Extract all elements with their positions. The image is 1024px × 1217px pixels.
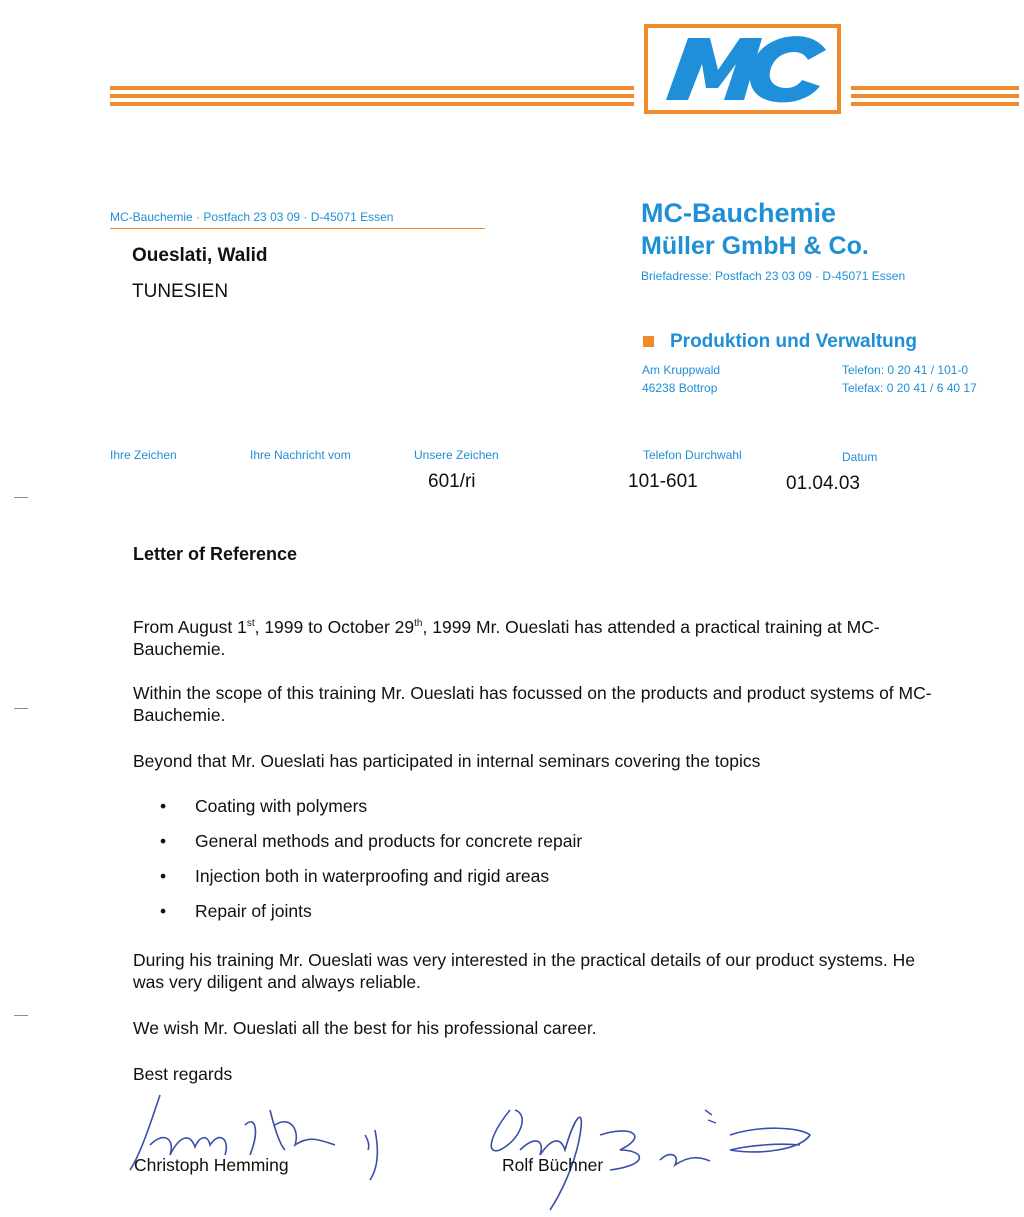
datum-label: Datum xyxy=(842,450,878,464)
recipient-name: Oueslati, Walid xyxy=(132,245,268,266)
datum-value: 01.04.03 xyxy=(786,473,860,494)
bullet-icon: • xyxy=(160,796,167,816)
street-address xyxy=(642,361,720,397)
p1-part-b: , 1999 to October 29 xyxy=(254,616,415,637)
topic-text: Coating with polymers xyxy=(195,796,368,816)
mc-logo xyxy=(644,24,841,114)
topic-text: General methods and products for concrete repair xyxy=(195,831,583,851)
fax-number: Telefax: 0 20 41 / 6 40 17 xyxy=(842,381,977,395)
city: 46238 Bottrop xyxy=(642,381,718,395)
unsere-zeichen-label: Unsere Zeichen xyxy=(414,448,499,462)
recipient-country: TUNESIEN xyxy=(132,281,229,302)
p1-part-a: From August 1 xyxy=(133,616,247,637)
phone-number: Telefon: 0 20 41 / 101-0 xyxy=(842,363,969,377)
contact-numbers xyxy=(842,361,977,397)
p1-part-c: , 1999 Mr. Oueslati has attended a practical training at MC-Bauchemie. xyxy=(133,616,880,659)
list-item xyxy=(160,796,582,831)
header-stripes-left xyxy=(110,86,634,112)
mc-logo-mark xyxy=(648,28,837,110)
paragraph-wishes: We wish Mr. Oueslati all the best for his professional career. xyxy=(133,1018,597,1038)
list-item xyxy=(160,866,582,901)
signer-name-hemming: Christoph Hemming xyxy=(134,1155,289,1175)
signer-name-buechner: Rolf Büchner xyxy=(502,1155,604,1175)
p1-superscript-2: th xyxy=(414,618,423,629)
bullet-icon: • xyxy=(160,866,167,886)
list-item xyxy=(160,901,582,936)
paragraph-evaluation: During his training Mr. Oueslati was very interested in the practical details of our product systems. He was very diligent and always reliable. xyxy=(133,950,916,992)
paragraph-training-period xyxy=(133,613,963,660)
department-bullet-icon xyxy=(643,336,654,347)
topic-text: Repair of joints xyxy=(195,901,312,921)
header-stripes-right xyxy=(851,86,1019,112)
street: Am Kruppwald xyxy=(642,363,721,377)
paragraph-seminars: Beyond that Mr. Oueslati has participated in internal seminars covering the topics xyxy=(133,751,761,771)
closing: Best regards xyxy=(133,1064,233,1084)
ihre-nachricht-label: Ihre Nachricht vom xyxy=(250,448,351,462)
unsere-zeichen-value: 601/ri xyxy=(428,471,476,492)
company-subtitle: Müller GmbH & Co. xyxy=(641,232,869,260)
topics-list xyxy=(160,796,582,936)
bullet-icon: • xyxy=(160,901,167,921)
return-address-underline xyxy=(110,228,485,229)
telefon-durchwahl-value: 101-601 xyxy=(628,471,698,492)
return-address: MC-Bauchemie · Postfach 23 03 09 · D-45071 Essen xyxy=(110,210,394,224)
paragraph-scope: Within the scope of this training Mr. Oueslati has focussed on the products and product systems of MC-Bauchemie. xyxy=(133,683,932,725)
letter-subject: Letter of Reference xyxy=(133,544,298,564)
bullet-icon: • xyxy=(160,831,167,851)
p1-superscript-1: st xyxy=(246,618,255,629)
telefon-durchwahl-label: Telefon Durchwahl xyxy=(643,448,742,462)
fold-mark xyxy=(14,1015,28,1016)
topic-text: Injection both in waterproofing and rigid areas xyxy=(195,866,550,886)
postal-address: Briefadresse: Postfach 23 03 09 · D-45071 Essen xyxy=(641,269,906,283)
company-name: MC-Bauchemie xyxy=(641,198,837,228)
fold-mark xyxy=(14,497,28,498)
list-item xyxy=(160,831,582,866)
ihre-zeichen-label: Ihre Zeichen xyxy=(110,448,177,462)
fold-mark xyxy=(14,708,28,709)
department-name: Produktion und Verwaltung xyxy=(670,331,917,352)
